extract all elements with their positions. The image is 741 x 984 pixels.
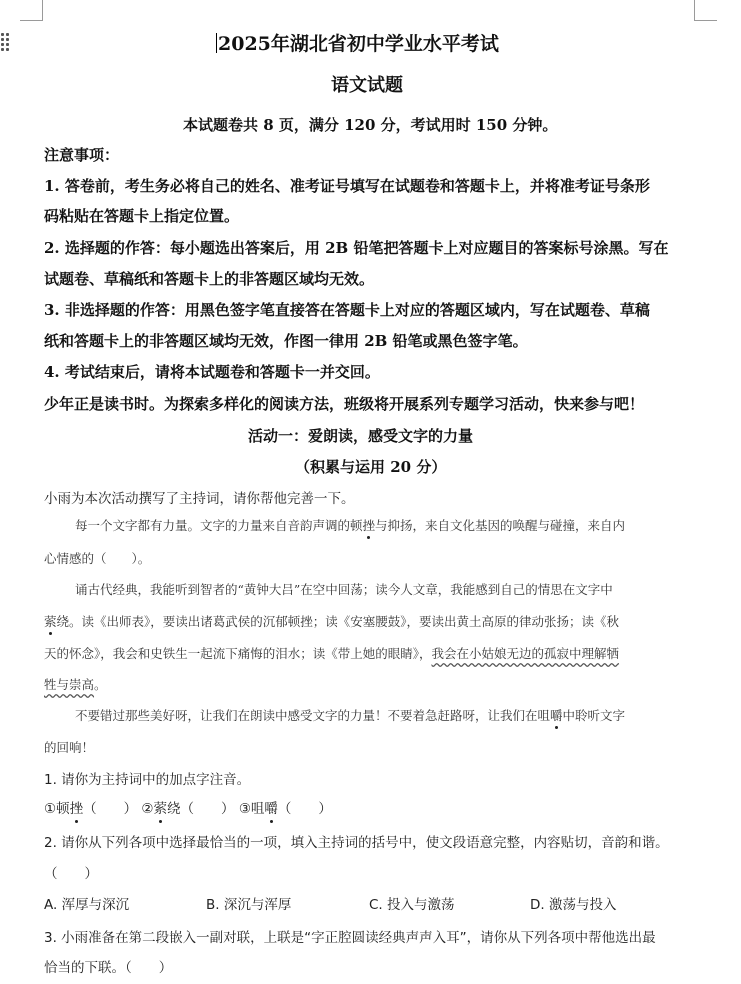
question-3-line-2: 恰当的下联。（ ） — [44, 960, 173, 976]
question-2-option-d: D. 激荡与投入 — [530, 897, 617, 913]
dotted-char: 挫 — [69, 801, 84, 817]
passage-p1-line-2: 心情感的（ ）。 — [44, 551, 151, 566]
notes-heading: 注意事项： — [44, 146, 120, 164]
question-1-items: ①顿挫（ ） ②萦绕（ ） ③咀嚼（ ） — [44, 801, 332, 817]
passage-p2-line-3: 天的怀念》，我会和史铁生一起流下痛悔的泪水；读《带上她的眼睛》，我会在小姑娘无边的孤寂中理解牺 — [44, 646, 620, 661]
passage-p1-line-1: 每一个文字都有力量。文字的力量来自音韵声调的顿挫与抑扬，来自文化基因的唤醒与碰撞，来自内 — [75, 518, 626, 533]
page-corner-mark-top-right — [694, 0, 717, 21]
dotted-char: 嚼 — [264, 801, 278, 817]
passage-p2-line-1: 诵古代经典，我能听到智者的“黄钟大吕”在空中回荡；读今人文章，我能感到自己的情思在文字中 — [75, 582, 613, 597]
page-corner-mark-top-left — [20, 0, 43, 21]
question-2-option-c: C. 投入与激荡 — [369, 897, 455, 913]
note-4: 4. 考试结束后，请将本试题卷和答题卡一并交回。 — [44, 363, 380, 381]
intro-text: 少年正是读书时。为探索多样化的阅读方法，班级将开展系列专题学习活动，快来参与吧！ — [44, 395, 645, 413]
question-3-line-1: 3. 小雨准备在第二段嵌入一副对联，上联是“字正腔圆读经典声声入耳”，请你从下列各项中帮他选出最 — [44, 930, 656, 946]
wavy-underlined-text: 牲与崇高 — [44, 677, 95, 692]
dotted-char: 挫 — [362, 518, 376, 533]
note-1-line-1: 1. 答卷前，考生务必将自己的姓名、准考证号填写在试题卷和答题卡上，并将准考证号条形 — [44, 177, 650, 195]
activity-score: （积累与运用 20 分） — [295, 458, 447, 476]
exam-info: 本试题卷共 8 页，满分 120 分，考试用时 150 分钟。 — [183, 116, 558, 134]
activity-title: 活动一：爱朗读，感受文字的力量 — [248, 427, 474, 445]
exam-title: 2025年湖北省初中学业水平考试 — [218, 33, 499, 55]
question-2-option-a: A. 浑厚与深沉 — [44, 897, 130, 913]
text-cursor — [216, 33, 217, 53]
wavy-underlined-text: 我会在小姑娘无边的孤寂中理解牺 — [431, 646, 620, 661]
passage-p3-line-1: 不要错过那些美好呀，让我们在朗读中感受文字的力量！不要着急赶路呀，让我们在咀嚼中聆听文字 — [75, 708, 626, 723]
drag-handle-icon[interactable] — [0, 33, 12, 51]
note-3-line-1: 3. 非选择题的作答：用黑色签字笔直接答在答题卡上对应的答题区域内，写在试题卷、草稿 — [44, 301, 650, 319]
activity-prompt: 小雨为本次活动撰写了主持词，请你帮他完善一下。 — [44, 491, 355, 507]
question-2-stem: 2. 请你从下列各项中选择最恰当的一项，填入主持词的括号中，使文段语意完整，内容贴切，音韵和谐。 — [44, 835, 669, 851]
dotted-char: 嚼 — [550, 708, 563, 723]
question-2-option-b: B. 深沉与浑厚 — [206, 897, 292, 913]
passage-p2-line-2: 萦绕。读《出师表》，要读出诸葛武侯的沉郁顿挫；读《安塞腰鼓》，要读出黄土高原的律动张扬；读《秋 — [44, 614, 620, 629]
exam-subtitle: 语文试题 — [331, 75, 403, 96]
note-1-line-2: 码粘贴在答题卡上指定位置。 — [44, 207, 240, 225]
dotted-char: 萦 — [44, 614, 57, 629]
dotted-char: 萦 — [153, 801, 168, 817]
question-2-answer-blank: （ ） — [44, 866, 98, 882]
question-1-stem: 1. 请你为主持词中的加点字注音。 — [44, 772, 251, 788]
passage-p3-line-2: 的回响！ — [44, 740, 95, 755]
passage-p2-line-4: 牲与崇高。 — [44, 677, 107, 692]
note-2-line-1: 2. 选择题的作答：每小题选出答案后，用 2B 铅笔把答题卡上对应题目的答案标号涂黑。写在 — [44, 239, 669, 257]
note-3-line-2: 纸和答题卡上的非答题区域均无效，作图一律用 2B 铅笔或黑色签字笔。 — [44, 332, 528, 350]
note-2-line-2: 试题卷、草稿纸和答题卡上的非答题区域均无效。 — [44, 270, 375, 288]
